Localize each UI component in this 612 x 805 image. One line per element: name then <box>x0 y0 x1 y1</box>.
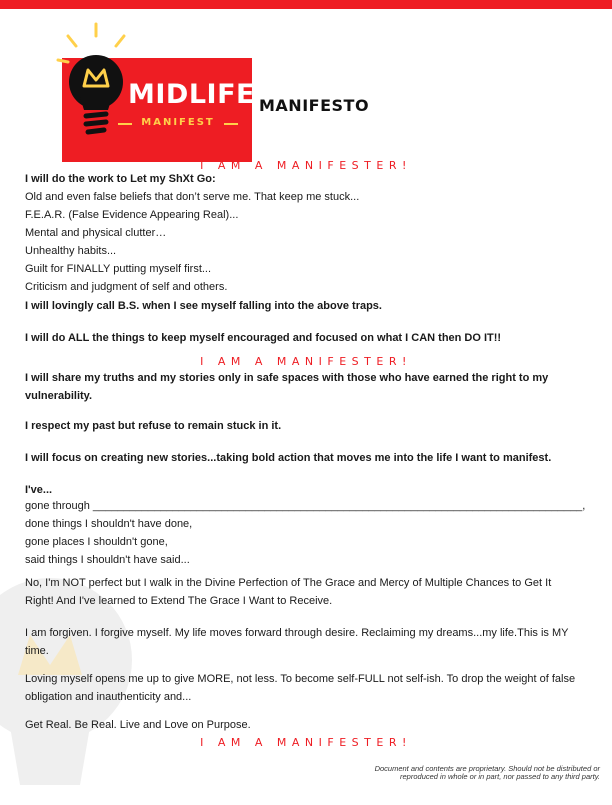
list-item: Criticism and judgment of self and others. <box>25 281 228 293</box>
document-title: MANIFESTO <box>259 96 370 115</box>
get-real-line: Get Real. Be Real. Live and Love on Purpose. <box>25 719 251 731</box>
list-item: F.E.A.R. (False Evidence Appearing Real)... <box>25 209 239 221</box>
section3-heading: I've... <box>25 484 53 496</box>
perfect-paragraph: No, I'm NOT perfect but I walk in the Divine Perfection of The Grace and Mercy of Multiple Chances to Get It Right! And I've learned to Extend The Grace I Want to Receive. <box>25 577 552 608</box>
manifester-banner-1: I AM A MANIFESTER! <box>200 159 412 172</box>
footer-line-1: Document and contents are proprietary. Should not be distributed or <box>374 764 600 773</box>
gone-through-line: gone through ________________________________________________________________________________, <box>25 500 586 512</box>
midlife-manifest-logo <box>56 22 255 142</box>
section1-heading: I will do the work to Let my ShXt Go: <box>25 173 216 185</box>
past-statement: I respect my past but refuse to remain stuck in it. <box>25 420 282 432</box>
footer-line-2: reproduced in whole or in part, nor passed to any third party. <box>400 772 600 781</box>
manifester-banner-3: I AM A MANIFESTER! <box>200 736 412 749</box>
forgiven-paragraph: I am forgiven. I forgive myself. My life moves forward through desire. Reclaiming my dreams...my life.This is MY time. <box>25 627 569 658</box>
loving-paragraph: Loving myself opens me up to give MORE, not less. To become self-FULL not self-ish. To drop the weight of false obligation and inauthenticity and... <box>25 673 576 704</box>
list-item: done things I shouldn't have done, <box>25 518 193 530</box>
list-item: Mental and physical clutter… <box>25 227 167 239</box>
manifester-banner-2: I AM A MANIFESTER! <box>200 355 412 368</box>
proprietary-notice <box>300 765 600 781</box>
list-item: Unhealthy habits... <box>25 245 117 257</box>
logo-subtitle: MANIFEST <box>118 117 238 128</box>
all-things-statement: I will do ALL the things to keep myself encouraged and focused on what I CAN then DO IT!! <box>25 332 502 344</box>
list-item: said things I shouldn't have said... <box>25 554 190 566</box>
list-item: Guilt for FINALLY putting myself first... <box>25 263 212 275</box>
truths-statement: I will share my truths and my stories only in safe spaces with those who have earned the right to my vulnerability. <box>25 372 549 403</box>
stories-statement: I will focus on creating new stories...taking bold action that moves me into the life I want to manifest. <box>25 452 552 464</box>
bs-statement: I will lovingly call B.S. when I see myself falling into the above traps. <box>25 300 382 312</box>
list-item: gone places I shouldn't gone, <box>25 536 168 548</box>
list-item: Old and even false beliefs that don’t serve me. That keep me stuck... <box>25 191 360 203</box>
logo-wordmark: MIDLIFE <box>128 79 255 110</box>
top-accent-bar <box>0 0 612 9</box>
